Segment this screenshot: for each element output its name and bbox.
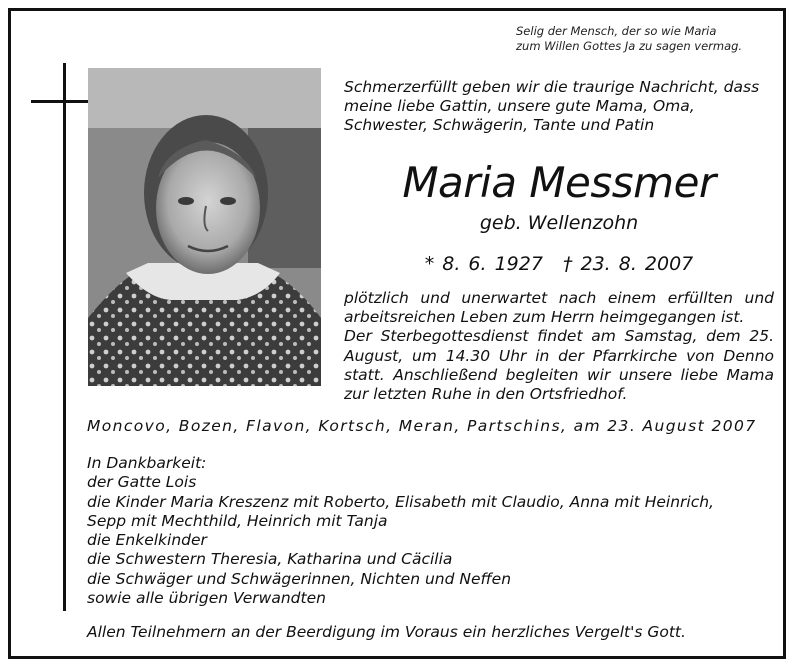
cross-icon-bar [31,100,91,103]
survivors-line: die Kinder Maria Kreszenz mit Roberto, Elisabeth mit Claudio, Anna mit Heinrich, [87,492,714,511]
places-and-date: Moncovo, Bozen, Flavon, Kortsch, Meran, Partschins, am 23. August 2007 [87,417,757,435]
obituary-card [8,8,786,659]
survivors-line: die Enkelkinder [87,531,207,550]
birth-date: * 8. 6. 1927 [424,253,543,275]
closing-thanks: Allen Teilnehmern an der Beerdigung im Voraus ein herzliches Vergelt's Gott. [87,623,686,641]
survivors-line: die Schwäger und Schwägerinnen, Nichten und Neffen [87,569,512,588]
passing-text: plötzlich und unerwartet nach einem erfüllten und arbeitsreichen Leben zum Herrn heimgegangen ist. [344,289,774,327]
survivors-line: Sepp mit Mechthild, Heinrich mit Tanja [87,511,388,530]
bible-motto [516,24,774,54]
portrait-photo [88,68,321,386]
survivors-line: In Dankbarkeit: [87,454,207,472]
cross-icon [63,63,66,611]
survivors-list [87,454,777,608]
survivors-line: die Schwestern Theresia, Katharina und Cäcilia [87,550,453,569]
death-date: † 23. 8. 2007 [562,253,694,275]
deceased-name: Maria Messmer [402,158,716,207]
motto-line: Selig der Mensch, der so wie Maria [516,24,717,38]
motto-line: zum Willen Gottes Ja zu sagen vermag. [516,39,743,53]
maiden-name: geb. Wellenzohn [479,212,639,234]
service-text: Der Sterbegottesdienst findet am Samstag, dem 25. August, um 14.30 Uhr in der Pfarrkirche von Denno statt. Anschließend begleiten wir unsere liebe Mama zur letzten Ruhe in den Ortsfriedhof. [344,327,774,404]
life-dates [344,252,774,276]
intro-text: Schmerzerfüllt geben wir die traurige Nachricht, dass meine liebe Gattin, unsere gute Mama, Oma, Schwester, Schwägerin, Tante und Patin [344,78,760,134]
portrait-image [88,68,321,386]
survivors-line: sowie alle übrigen Verwandten [87,589,326,608]
announcement-body [344,289,774,404]
survivors-line: der Gatte Lois [87,473,197,492]
